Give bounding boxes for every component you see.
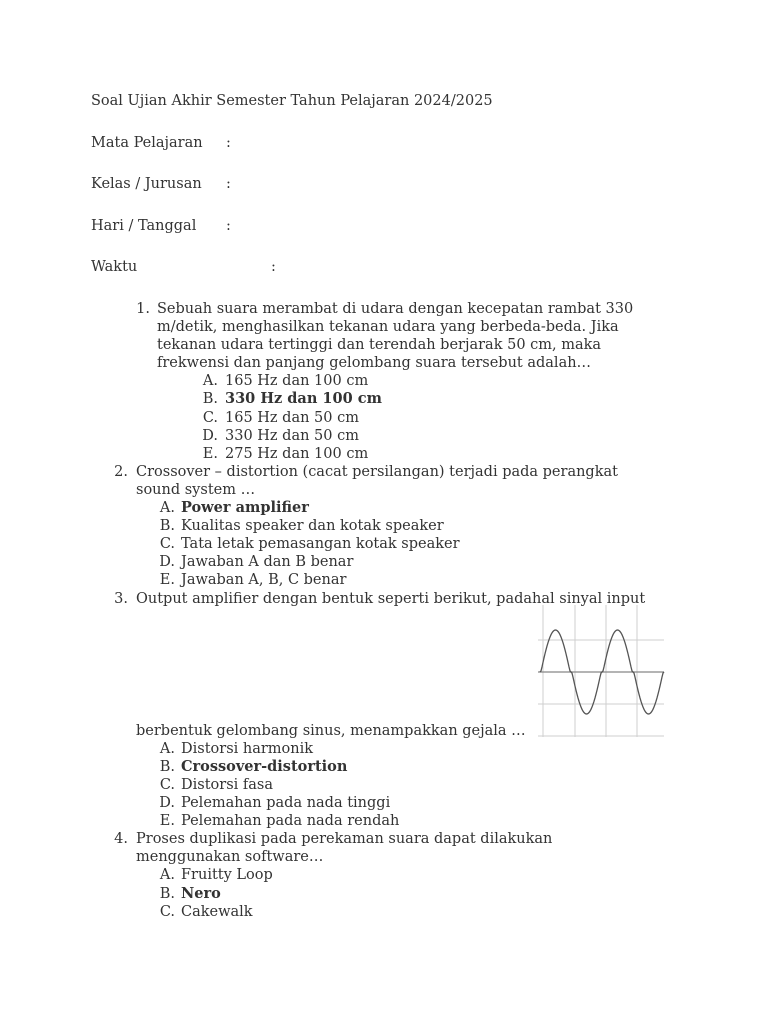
output-waveform-figure bbox=[538, 605, 666, 739]
option-text: Distorsi harmonik bbox=[181, 741, 314, 757]
field-label-hari-tanggal: Hari / Tanggal bbox=[91, 218, 197, 234]
question-text: sound system … bbox=[136, 482, 256, 498]
field-colon: : bbox=[226, 218, 231, 234]
option-text-answer: 330 Hz dan 100 cm bbox=[225, 390, 382, 407]
field-label-mata-pelajaran: Mata Pelajaran bbox=[91, 135, 203, 151]
option-letter: D. bbox=[159, 554, 175, 570]
question-text: tekanan udara tertinggi dan terendah berjarak 50 cm, maka bbox=[157, 337, 602, 353]
option-text: 165 Hz dan 100 cm bbox=[225, 373, 369, 389]
option-text: Cakewalk bbox=[181, 904, 253, 920]
option-text: 275 Hz dan 100 cm bbox=[225, 446, 369, 462]
waveform-grid bbox=[538, 605, 664, 737]
question-text: frekwensi dan panjang gelombang suara tersebut adalah… bbox=[157, 355, 592, 371]
option-text-answer: Power amplifier bbox=[181, 499, 309, 516]
option-letter: E. bbox=[159, 572, 175, 588]
option-text-answer: Nero bbox=[181, 885, 221, 902]
option-text: Jawaban A dan B benar bbox=[181, 554, 354, 570]
question-text: m/detik, menghasilkan tekanan udara yang berbeda-beda. Jika bbox=[157, 319, 619, 335]
option-letter: B. bbox=[159, 518, 175, 534]
option-letter: B. bbox=[159, 759, 175, 775]
field-label-kelas-jurusan: Kelas / Jurusan bbox=[91, 176, 202, 192]
question-text: menggunakan software… bbox=[136, 849, 324, 865]
option-letter: A. bbox=[159, 867, 175, 883]
option-letter: C. bbox=[159, 904, 175, 920]
option-letter: D. bbox=[159, 795, 175, 811]
option-text: Kualitas speaker dan kotak speaker bbox=[181, 518, 444, 534]
field-colon: : bbox=[271, 259, 276, 275]
question-number: 2. bbox=[114, 464, 128, 480]
option-letter: A. bbox=[159, 741, 175, 757]
option-letter: A. bbox=[159, 500, 175, 516]
document-title: Soal Ujian Akhir Semester Tahun Pelajaran 2024/2025 bbox=[91, 93, 493, 109]
question-number: 4. bbox=[114, 831, 128, 847]
option-letter: B. bbox=[159, 886, 175, 902]
option-letter: E. bbox=[202, 446, 218, 462]
option-text: Pelemahan pada nada tinggi bbox=[181, 795, 391, 811]
question-text: Proses duplikasi pada perekaman suara dapat dilakukan bbox=[136, 831, 553, 847]
option-letter: E. bbox=[159, 813, 175, 829]
field-colon: : bbox=[226, 176, 231, 192]
question-text: berbentuk gelombang sinus, menampakkan gejala … bbox=[136, 723, 526, 739]
field-colon: : bbox=[226, 135, 231, 151]
option-text-answer: Crossover-distortion bbox=[181, 758, 348, 775]
option-letter: B. bbox=[202, 391, 218, 407]
option-letter: C. bbox=[159, 777, 175, 793]
option-text: Tata letak pemasangan kotak speaker bbox=[181, 536, 460, 552]
question-number: 1. bbox=[136, 301, 150, 317]
option-text: Distorsi fasa bbox=[181, 777, 273, 793]
option-text: 165 Hz dan 50 cm bbox=[225, 410, 359, 426]
option-letter: C. bbox=[202, 410, 218, 426]
question-text: Sebuah suara merambat di udara dengan kecepatan rambat 330 bbox=[157, 301, 634, 317]
option-text: 330 Hz dan 50 cm bbox=[225, 428, 359, 444]
question-number: 3. bbox=[114, 591, 128, 607]
option-letter: C. bbox=[159, 536, 175, 552]
option-letter: A. bbox=[202, 373, 218, 389]
option-letter: D. bbox=[202, 428, 218, 444]
question-text: Output amplifier dengan bentuk seperti berikut, padahal sinyal input bbox=[136, 591, 646, 607]
option-text: Fruitty Loop bbox=[181, 867, 273, 883]
option-text: Jawaban A, B, C benar bbox=[181, 572, 347, 588]
question-text: Crossover – distortion (cacat persilangan) terjadi pada perangkat bbox=[136, 464, 618, 480]
option-text: Pelemahan pada nada rendah bbox=[181, 813, 400, 829]
field-label-waktu: Waktu bbox=[91, 259, 138, 275]
